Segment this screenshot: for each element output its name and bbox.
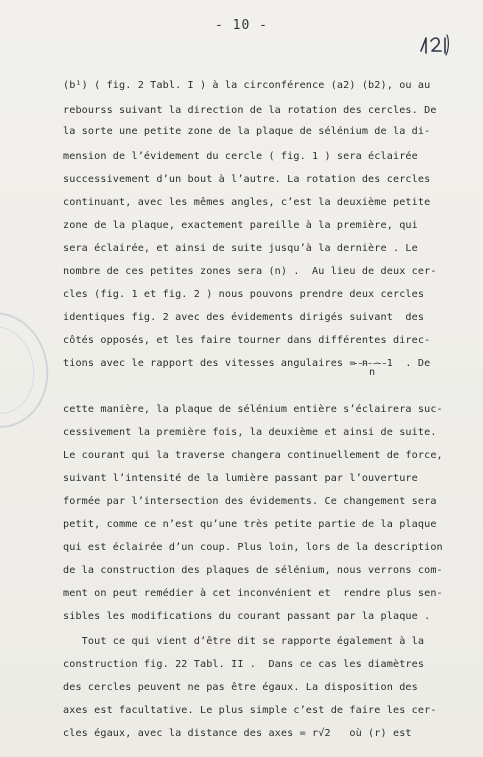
text-line-25: construction fig. 22 Tabl. II . Dans ce cas les diamètres: [63, 659, 425, 670]
handwritten-folio-mark: [416, 33, 452, 57]
archive-stamp: [0, 304, 57, 436]
text-line-11: identiques fig. 2 avec des évidements dirigés suivant des: [63, 312, 425, 323]
text-line-17: suivant l’intensité de la lumière passant par l’ouverture: [63, 473, 418, 484]
text-line-10: cles (fig. 1 et fig. 2 ) nous pouvons prendre deux cercles: [63, 289, 425, 300]
text-line-5: successivement d’un bout à l’autre. La rotation des cercles: [63, 174, 431, 185]
text-line-9: nombre de ces petites zones sera (n) . Au lieu de deux cer-: [63, 266, 437, 277]
text-line-2: rebourss suivant la direction de la rotation des cercles. De: [63, 105, 437, 116]
text-line-26: des cercles peuvent ne pas être égaux. La disposition des: [63, 682, 418, 693]
text-line-20: qui est éclairée d’un coup. Plus loin, lors de la description: [63, 542, 443, 553]
text-line-14: cette manière, la plaque de sélénium entière s’éclairera suc-: [63, 404, 443, 415]
page-number: - 10 -: [215, 18, 268, 33]
text-line-6: continuant, avec les mêmes angles, c’est la deuxième petite: [63, 197, 431, 208]
text-line-27: axes est facultative. Le plus simple c’est de faire les cer-: [63, 705, 437, 716]
text-line-12: côtés opposés, et les faire tourner dans différentes direc-: [63, 335, 431, 346]
text-line-3: la sorte une petite zone de la plaque de sélénium de la di-: [63, 126, 431, 137]
text-line-22: ment on peut remédier à cet inconvénient et rendre plus sen-: [63, 588, 443, 599]
text-line-4: mension de l’évidement du cercle ( fig. 1 ) sera éclairée: [63, 151, 418, 162]
fraction-denominator: n: [369, 367, 376, 378]
text-line-8: sera éclairée, et ainsi de suite jusqu’à la dernière . Le: [63, 243, 418, 254]
text-line-16: Le courant qui la traverse changera continuellement de force,: [63, 450, 443, 461]
text-line-19: petit, comme ce n’est qu’une très petite partie de la plaque: [63, 519, 437, 530]
text-line-24: Tout ce qui vient d’être dit se rapporte également à la: [63, 636, 425, 647]
text-line-1: (b¹) ( fig. 2 Tabl. I ) à la circonférence (a2) (b2), ou au: [63, 80, 431, 91]
text-line-23: sibles les modifications du courant passant par la plaque .: [63, 611, 431, 622]
fraction-bar: [354, 363, 386, 364]
text-line-21: de la construction des plaques de sélénium, nous verrons com-: [63, 565, 443, 576]
text-line-18: formée par l’intersection des évidements. Ce changement sera: [63, 496, 437, 507]
text-line-15: cessivement la première fois, la deuxième et ainsi de suite.: [63, 427, 437, 438]
text-line-7: zone de la plaque, exactement pareille à la première, qui: [63, 220, 418, 231]
text-line-28: cles égaux, avec la distance des axes = r√2 où (r) est: [63, 728, 412, 739]
text-line-13: tions avec le rapport des vitesses angulaires = n - 1 . De: [63, 358, 431, 369]
